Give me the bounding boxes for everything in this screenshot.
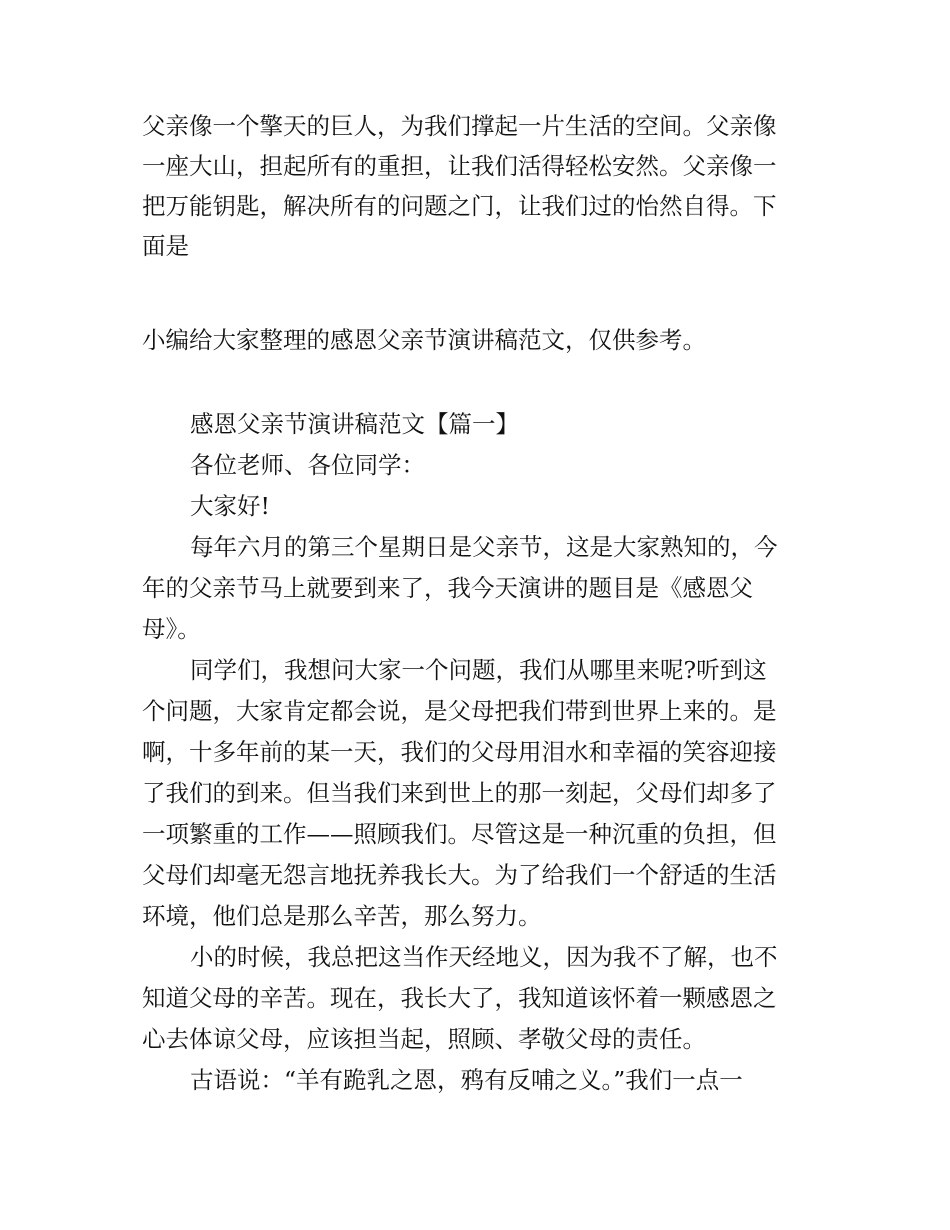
paragraph-line: 同学们，我想问大家一个问题，我们从哪里来呢?听到这 — [190, 656, 767, 684]
paragraph-line: 啊，十多年前的某一天，我们的父母用泪水和幸福的笑容迎接 — [142, 738, 777, 766]
paragraph-line: 环境，他们总是那么辛苦，那么努力。 — [142, 902, 542, 930]
intro-line: 把万能钥匙，解决所有的问题之门，让我们过的怡然自得。下 — [142, 192, 777, 220]
paragraph-line: 了我们的到来。但当我们来到世上的那一刻起，父母们却多了 — [142, 779, 777, 807]
greeting: 大家好! — [190, 492, 270, 520]
paragraph-line: 父母们却毫无怨言地抚养我长大。为了给我们一个舒适的生活 — [142, 861, 777, 889]
intro-paragraph — [142, 106, 814, 266]
speech-heading: 感恩父亲节演讲稿范文【篇一】 — [190, 410, 519, 438]
intro-line: 一座大山，担起所有的重担，让我们活得轻松安然。父亲像一 — [142, 152, 777, 180]
salutation: 各位老师、各位同学： — [190, 451, 425, 479]
paragraph-line: 每年六月的第三个星期日是父亲节，这是大家熟知的，今 — [190, 533, 778, 561]
paragraph-line: 母》。 — [142, 615, 201, 643]
intro-line: 父亲像一个擎天的巨人，为我们撑起一片生活的空间。父亲像 — [142, 112, 777, 140]
paragraph-line: 年的父亲节马上就要到来了，我今天演讲的题目是《感恩父 — [142, 574, 753, 602]
paragraph-line: 小的时候，我总把这当作天经地义，因为我不了解，也不 — [190, 943, 778, 971]
speech-body — [142, 404, 814, 1101]
paragraph-line: 心去体谅父母，应该担当起，照顾、孝敬父母的责任。 — [142, 1025, 706, 1053]
intro-line: 面是 — [142, 232, 189, 260]
paragraph-line: 一项繁重的工作——照顾我们。尽管这是一种沉重的负担，但 — [142, 820, 777, 848]
paragraph-line: 知道父母的辛苦。现在，我长大了，我知道该怀着一颗感恩之 — [142, 984, 777, 1012]
paragraph-line: 古语说：“羊有跪乳之恩，鸦有反哺之义。”我们一点一 — [190, 1066, 743, 1094]
intro-tail: 小编给大家整理的感恩父亲节演讲稿范文，仅供参考。 — [142, 326, 706, 354]
paragraph-line: 个问题，大家肯定都会说，是父母把我们带到世界上来的。是 — [142, 697, 777, 725]
